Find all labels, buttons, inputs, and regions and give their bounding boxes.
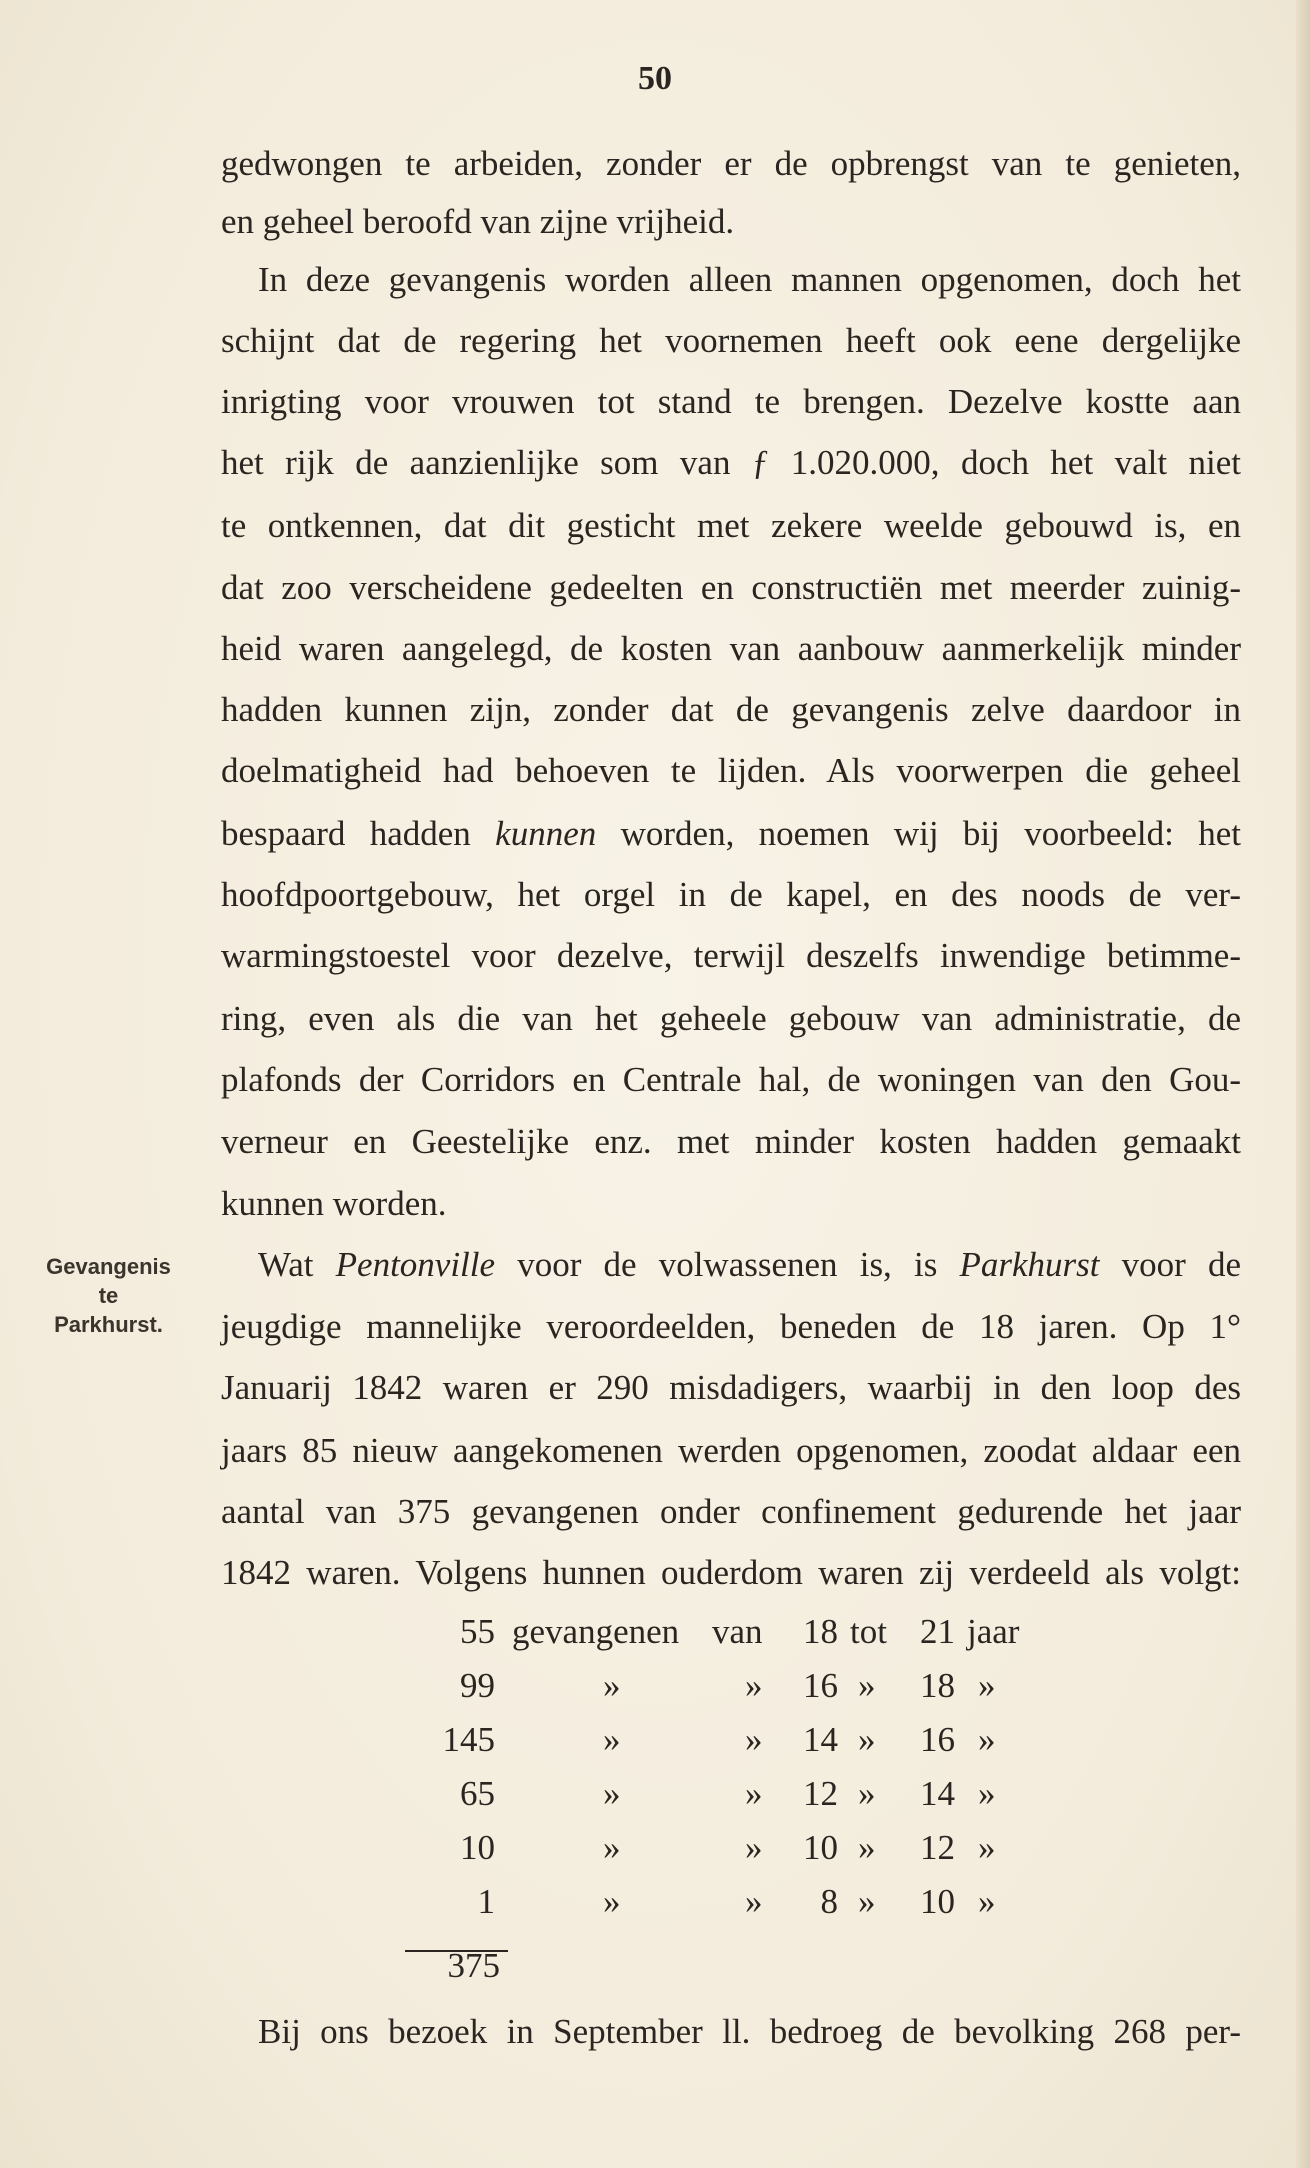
count-cell: 145 bbox=[442, 1720, 495, 1759]
to-age-cell: 21 bbox=[920, 1612, 955, 1651]
to-age-cell: 10 bbox=[920, 1882, 955, 1921]
text-line: hoofdpoortgebouw, het orgel in de kapel, en des noods de ver- bbox=[221, 875, 1241, 914]
text-line: aantal van 375 gevangenen onder confinement gedurende het jaar bbox=[221, 1492, 1241, 1531]
text-line: verneur en Geestelijke enz. met minder kosten hadden gemaakt bbox=[221, 1122, 1241, 1161]
text-line: gedwongen te arbeiden, zonder er de opbrengst van te genieten, bbox=[221, 144, 1241, 183]
ditto-mark: » bbox=[603, 1774, 621, 1813]
from-age-cell: 8 bbox=[820, 1882, 838, 1921]
text-line: jeugdige mannelijke veroordeelden, beneden de 18 jaren. Op 1° bbox=[221, 1307, 1241, 1346]
ditto-mark: » bbox=[745, 1882, 763, 1921]
italic-word: Parkhurst bbox=[959, 1245, 1100, 1284]
ditto-mark: » bbox=[603, 1720, 621, 1759]
label-cell: gevangenen bbox=[512, 1612, 680, 1651]
text-line: en geheel beroofd van zijne vrijheid. bbox=[221, 202, 735, 241]
text-line: heid waren aangelegd, de kosten van aanbouw aanmerkelijk minder bbox=[221, 629, 1241, 668]
ditto-mark: » bbox=[745, 1720, 763, 1759]
text-line: ring, even als die van het geheele gebouw van administratie, de bbox=[221, 999, 1241, 1038]
ditto-mark: » bbox=[858, 1774, 876, 1813]
ditto-mark: » bbox=[858, 1828, 876, 1867]
italic-word: Pentonville bbox=[335, 1245, 496, 1284]
page-edge bbox=[1296, 0, 1310, 2168]
count-cell: 1 bbox=[477, 1882, 495, 1921]
ditto-mark: » bbox=[978, 1666, 996, 1705]
label-cell: tot bbox=[850, 1612, 887, 1651]
text-run: voor de volwassenen is, is bbox=[495, 1245, 960, 1284]
text-line: jaars 85 nieuw aangekomenen werden opgenomen, zoodat aldaar een bbox=[221, 1431, 1241, 1470]
page-number: 50 bbox=[638, 60, 672, 97]
count-cell: 55 bbox=[460, 1612, 495, 1651]
text-line: te ontkennen, dat dit gesticht met zekere weelde gebouwd is, en bbox=[221, 506, 1241, 545]
ditto-mark: » bbox=[978, 1828, 996, 1867]
ditto-mark: » bbox=[745, 1774, 763, 1813]
text-line: hadden kunnen zijn, zonder dat de gevangenis zelve daardoor in bbox=[221, 690, 1241, 729]
to-age-cell: 18 bbox=[920, 1666, 955, 1705]
count-cell: 99 bbox=[460, 1666, 495, 1705]
ditto-mark: » bbox=[978, 1774, 996, 1813]
text-line: Januarij 1842 waren er 290 misdadigers, waarbij in den loop des bbox=[221, 1368, 1241, 1407]
text-line: inrigting voor vrouwen tot stand te brengen. Dezelve kostte aan bbox=[221, 382, 1241, 421]
total-cell: 375 bbox=[447, 1946, 500, 1985]
ditto-mark: » bbox=[603, 1666, 621, 1705]
italic-word: kunnen bbox=[495, 814, 597, 853]
text-line: Bij ons bezoek in September ll. bedroeg de bevolking 268 per- bbox=[258, 2012, 1241, 2051]
count-cell: 65 bbox=[460, 1774, 495, 1813]
from-age-cell: 10 bbox=[803, 1828, 838, 1867]
label-cell: van bbox=[712, 1612, 763, 1651]
text-run: worden, noemen wij bij voorbeeld: het bbox=[596, 814, 1241, 853]
text-line: schijnt dat de regering het voornemen heeft ook eene dergelijke bbox=[221, 321, 1241, 360]
from-age-cell: 16 bbox=[803, 1666, 838, 1705]
text-line bbox=[258, 1239, 1241, 1291]
text-line: dat zoo verscheidene gedeelten en constructiën met meerder zuinig- bbox=[221, 568, 1241, 607]
text-line: warmingstoestel voor dezelve, terwijl deszelfs inwendige betimme- bbox=[221, 936, 1241, 975]
ditto-mark: » bbox=[858, 1882, 876, 1921]
text-line: 1842 waren. Volgens hunnen ouderdom waren zij verdeeld als volgt: bbox=[221, 1553, 1241, 1592]
to-age-cell: 16 bbox=[920, 1720, 955, 1759]
text-line: plafonds der Corridors en Centrale hal, de woningen van den Gou- bbox=[221, 1060, 1241, 1099]
label-cell: jaar bbox=[967, 1612, 1020, 1651]
ditto-mark: » bbox=[603, 1882, 621, 1921]
from-age-cell: 18 bbox=[803, 1612, 838, 1651]
text-line: kunnen worden. bbox=[221, 1184, 447, 1223]
from-age-cell: 14 bbox=[803, 1720, 838, 1759]
ditto-mark: » bbox=[745, 1666, 763, 1705]
to-age-cell: 12 bbox=[920, 1828, 955, 1867]
text-line bbox=[221, 808, 1241, 860]
margin-note-line: Gevangenis bbox=[46, 1254, 171, 1279]
ditto-mark: » bbox=[978, 1720, 996, 1759]
ditto-mark: » bbox=[858, 1720, 876, 1759]
count-cell: 10 bbox=[460, 1828, 495, 1867]
text-run: Wat bbox=[258, 1245, 336, 1284]
text-line: In deze gevangenis worden alleen mannen opgenomen, doch het bbox=[258, 260, 1241, 299]
text-line: het rijk de aanzienlijke som van ƒ 1.020.000, doch het valt niet bbox=[221, 443, 1241, 482]
ditto-mark: » bbox=[745, 1828, 763, 1867]
margin-note-line: Parkhurst. bbox=[54, 1312, 163, 1337]
ditto-mark: » bbox=[858, 1666, 876, 1705]
text-line: doelmatigheid had behoeven te lijden. Als voorwerpen die geheel bbox=[221, 751, 1241, 790]
from-age-cell: 12 bbox=[803, 1774, 838, 1813]
text-run: bespaard hadden bbox=[221, 814, 496, 853]
text-run: voor de bbox=[1099, 1245, 1241, 1284]
margin-note-line: te bbox=[98, 1283, 119, 1308]
to-age-cell: 14 bbox=[920, 1774, 955, 1813]
ditto-mark: » bbox=[603, 1828, 621, 1867]
ditto-mark: » bbox=[978, 1882, 996, 1921]
